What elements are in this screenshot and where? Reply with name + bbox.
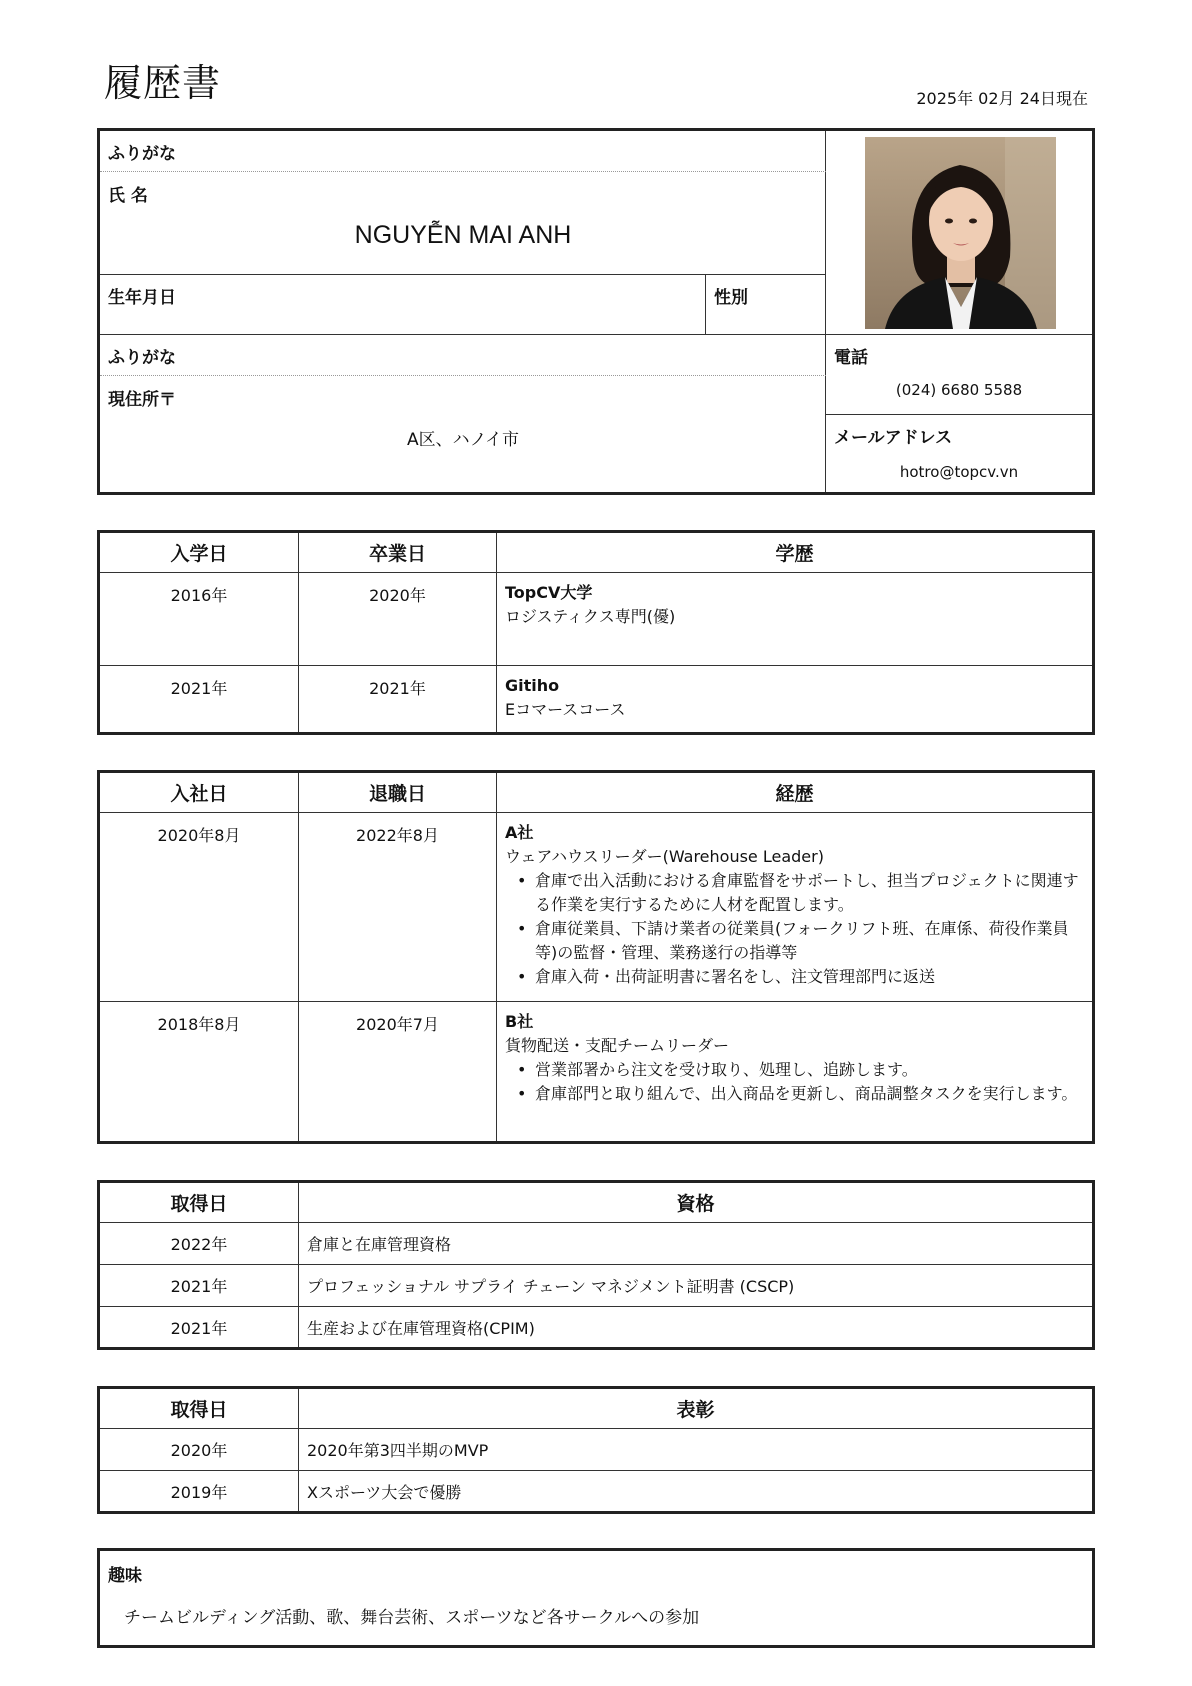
cert-date: 2021年	[99, 1307, 299, 1349]
gender-cell	[706, 275, 826, 335]
education-table	[97, 530, 1095, 735]
work-header-history: 経歴	[497, 772, 1094, 813]
table-row	[99, 666, 1094, 734]
work-start: 2020年8月	[99, 813, 299, 1002]
birth-cell	[100, 275, 706, 335]
certs-header-name: 資格	[299, 1182, 1094, 1223]
duty-list	[505, 1058, 1084, 1106]
name-value: NGUYỄN MAI ANH	[354, 221, 572, 249]
work-detail-cell	[497, 813, 1094, 1002]
education-header-end: 卒業日	[299, 532, 497, 573]
phone-value: (024) 6680 5588	[895, 381, 1023, 399]
awards-header-date: 取得日	[99, 1388, 299, 1429]
school-detail: ロジスティクス専門(優)	[505, 607, 676, 626]
furigana-divider	[100, 171, 826, 172]
table-row	[99, 573, 1094, 666]
table-row	[99, 1002, 1094, 1143]
work-header-end: 退職日	[299, 772, 497, 813]
email-value: hotro@topcv.vn	[899, 463, 1019, 481]
education-start: 2021年	[99, 666, 299, 734]
cert-name: プロフェッショナル サプライ チェーン マネジメント証明書 (CSCP)	[299, 1265, 1094, 1307]
work-start: 2018年8月	[99, 1002, 299, 1143]
table-row	[99, 813, 1094, 1002]
education-detail-cell	[497, 573, 1094, 666]
furigana-label: ふりがな	[108, 144, 176, 164]
table-row	[99, 1307, 1094, 1349]
certifications-table	[97, 1180, 1095, 1350]
gender-label: 性別	[714, 288, 748, 308]
hobby-value: チームビルディング活動、歌、舞台芸術、スポーツなど各サークルへの参加	[124, 1608, 700, 1628]
duty-item: • 倉庫で出入活動における倉庫監督をサポートし、担当プロジェクトに関連する作業を実行するために人材を配置します。	[515, 869, 1084, 917]
name-cell	[100, 131, 826, 275]
education-end: 2020年	[299, 573, 497, 666]
birth-label: 生年月日	[108, 288, 176, 308]
education-start: 2016年	[99, 573, 299, 666]
personal-info-section	[97, 128, 1095, 495]
education-header-start: 入学日	[99, 532, 299, 573]
job-role: 貨物配送・支配チームリーダー	[505, 1036, 730, 1055]
school-detail: Eコマースコース	[505, 700, 626, 719]
education-header-history: 学歴	[497, 532, 1094, 573]
phone-label: 電話	[834, 348, 868, 368]
work-history-table	[97, 770, 1095, 1144]
phone-cell	[826, 335, 1092, 415]
cert-date: 2022年	[99, 1223, 299, 1265]
awards-header-row	[99, 1388, 1094, 1429]
page-title: 履歴書	[104, 61, 222, 105]
school-name: Gitiho	[505, 676, 560, 695]
address-value: A区、ハノイ市	[406, 430, 520, 450]
table-row	[99, 1265, 1094, 1307]
hobby-section	[97, 1548, 1095, 1648]
work-header-start: 入社日	[99, 772, 299, 813]
cert-name: 生産および在庫管理資格(CPIM)	[299, 1307, 1094, 1349]
company-name: A社	[505, 823, 534, 842]
table-row	[99, 1471, 1094, 1513]
profile-photo	[865, 137, 1056, 329]
table-row	[99, 1223, 1094, 1265]
duty-item: • 営業部署から注文を受け取り、処理し、追跡します。	[515, 1058, 1084, 1082]
education-header-row	[99, 532, 1094, 573]
certs-header-date: 取得日	[99, 1182, 299, 1223]
education-detail-cell	[497, 666, 1094, 734]
duty-item: • 倉庫部門と取り組んで、出入商品を更新し、商品調整タスクを実行します。	[515, 1082, 1084, 1106]
address-cell	[100, 335, 826, 492]
email-cell	[826, 415, 1092, 492]
company-name: B社	[505, 1012, 534, 1031]
work-header-row	[99, 772, 1094, 813]
awards-table	[97, 1386, 1095, 1514]
award-name: 2020年第3四半期のMVP	[299, 1429, 1094, 1471]
certs-header-row	[99, 1182, 1094, 1223]
duty-item: • 倉庫従業員、下請け業者の従業員(フォークリフト班、在庫係、荷役作業員等)の監督・管理、業務遂行の指導等	[515, 917, 1084, 965]
school-name: TopCV大学	[505, 583, 593, 602]
award-date: 2019年	[99, 1471, 299, 1513]
document-date: 2025年 02月 24日現在	[916, 89, 1088, 108]
education-end: 2021年	[299, 666, 497, 734]
table-row	[99, 1429, 1094, 1471]
duty-item: • 倉庫入荷・出荷証明書に署名をし、注文管理部門に返送	[515, 965, 1084, 989]
work-end: 2020年7月	[299, 1002, 497, 1143]
award-name: Xスポーツ大会で優勝	[299, 1471, 1094, 1513]
awards-header-name: 表彰	[299, 1388, 1094, 1429]
email-label: メールアドレス	[834, 428, 953, 448]
photo-cell	[826, 131, 1092, 335]
cert-name: 倉庫と在庫管理資格	[299, 1223, 1094, 1265]
address-furigana-label: ふりがな	[108, 348, 176, 368]
name-label: 氏 名	[108, 186, 148, 206]
address-furigana-divider	[100, 375, 826, 376]
job-role: ウェアハウスリーダー(Warehouse Leader)	[505, 847, 824, 866]
award-date: 2020年	[99, 1429, 299, 1471]
work-end: 2022年8月	[299, 813, 497, 1002]
address-label: 現住所〒	[108, 390, 176, 410]
duty-list	[505, 869, 1084, 989]
cert-date: 2021年	[99, 1265, 299, 1307]
work-detail-cell	[497, 1002, 1094, 1143]
hobby-label: 趣味	[108, 1566, 142, 1586]
